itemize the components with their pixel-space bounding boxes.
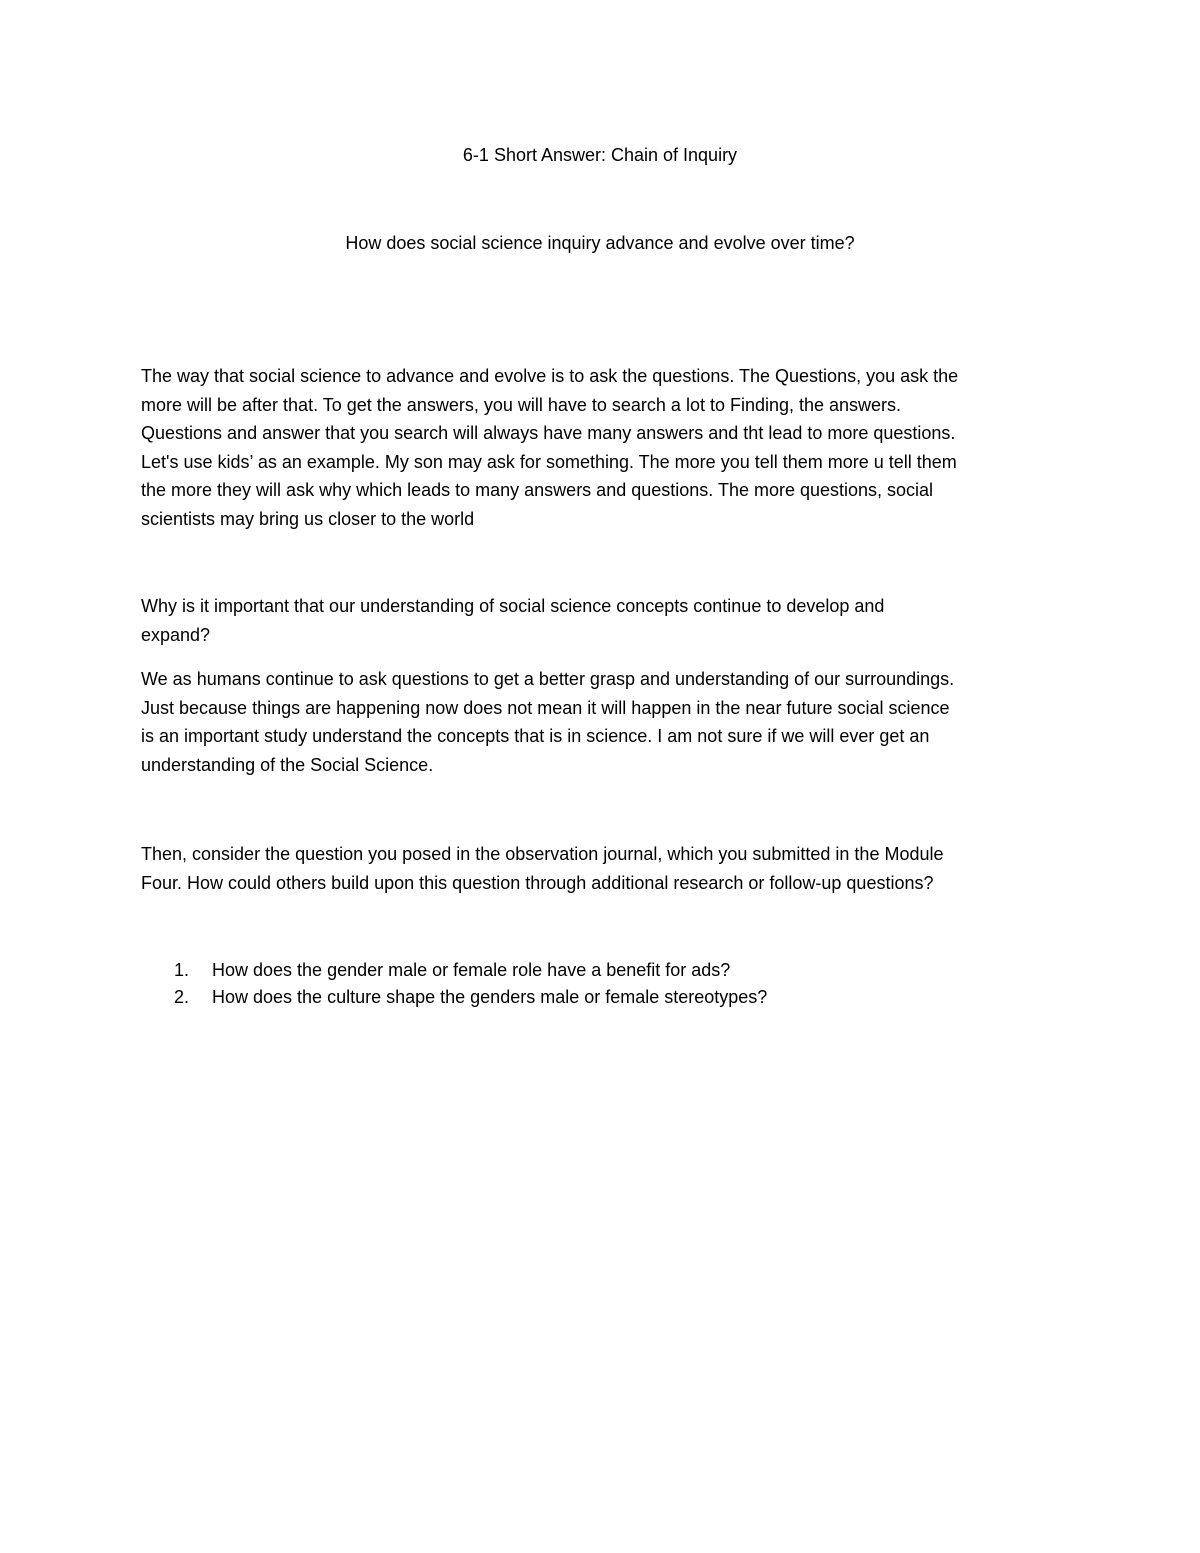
answer-1-line: the more they will ask why which leads to many answers and questions. The more questions, social: [141, 480, 934, 501]
list-item-text: How does the culture shape the genders male or female stereotypes?: [212, 987, 768, 1007]
question-2-line: Why is it important that our understanding of social science concepts continue to develop and: [141, 596, 885, 616]
list-item-text: How does the gender male or female role have a benefit for ads?: [212, 960, 731, 980]
answer-2-line: is an important study understand the concepts that is in science. I am not sure if we will ever get an: [141, 726, 930, 747]
list-item-number: 1.: [174, 960, 190, 980]
document-title: 6-1 Short Answer: Chain of Inquiry: [462, 145, 738, 165]
question-2-line: expand?: [141, 624, 211, 645]
question-3-line: Then, consider the question you posed in the observation journal, which you submitted in the Module: [141, 844, 944, 864]
answer-2: [141, 665, 1061, 779]
question-2: [141, 592, 1061, 649]
question-3: [141, 840, 1061, 897]
list-item: [174, 956, 730, 984]
list-item: [174, 983, 767, 1011]
answer-2-line: understanding of the Social Science.: [141, 754, 434, 775]
list-item-number: 2.: [174, 987, 190, 1007]
question-3-line: Four. How could others build upon this question through additional research or follow-up questions?: [141, 872, 934, 893]
answer-2-line: We as humans continue to ask questions to get a better grasp and understanding of our surroundings.: [141, 669, 955, 689]
answer-1-line: Let's use kids’ as an example. My son may ask for something. The more you tell them more u tell them: [141, 451, 957, 472]
answer-1-line: The way that social science to advance and evolve is to ask the questions. The Questions, you ask the: [141, 366, 959, 386]
answer-1-line: scientists may bring us closer to the world: [141, 508, 475, 529]
answer-2-line: Just because things are happening now does not mean it will happen in the near future social science: [141, 697, 950, 718]
answer-1: [141, 362, 1061, 534]
question-1: How does social science inquiry advance and evolve over time?: [345, 233, 855, 253]
answer-1-line: more will be after that. To get the answers, you will have to search a lot to Finding, the answers.: [141, 394, 902, 415]
answer-1-line: Questions and answer that you search will always have many answers and tht lead to more questions.: [141, 423, 956, 444]
